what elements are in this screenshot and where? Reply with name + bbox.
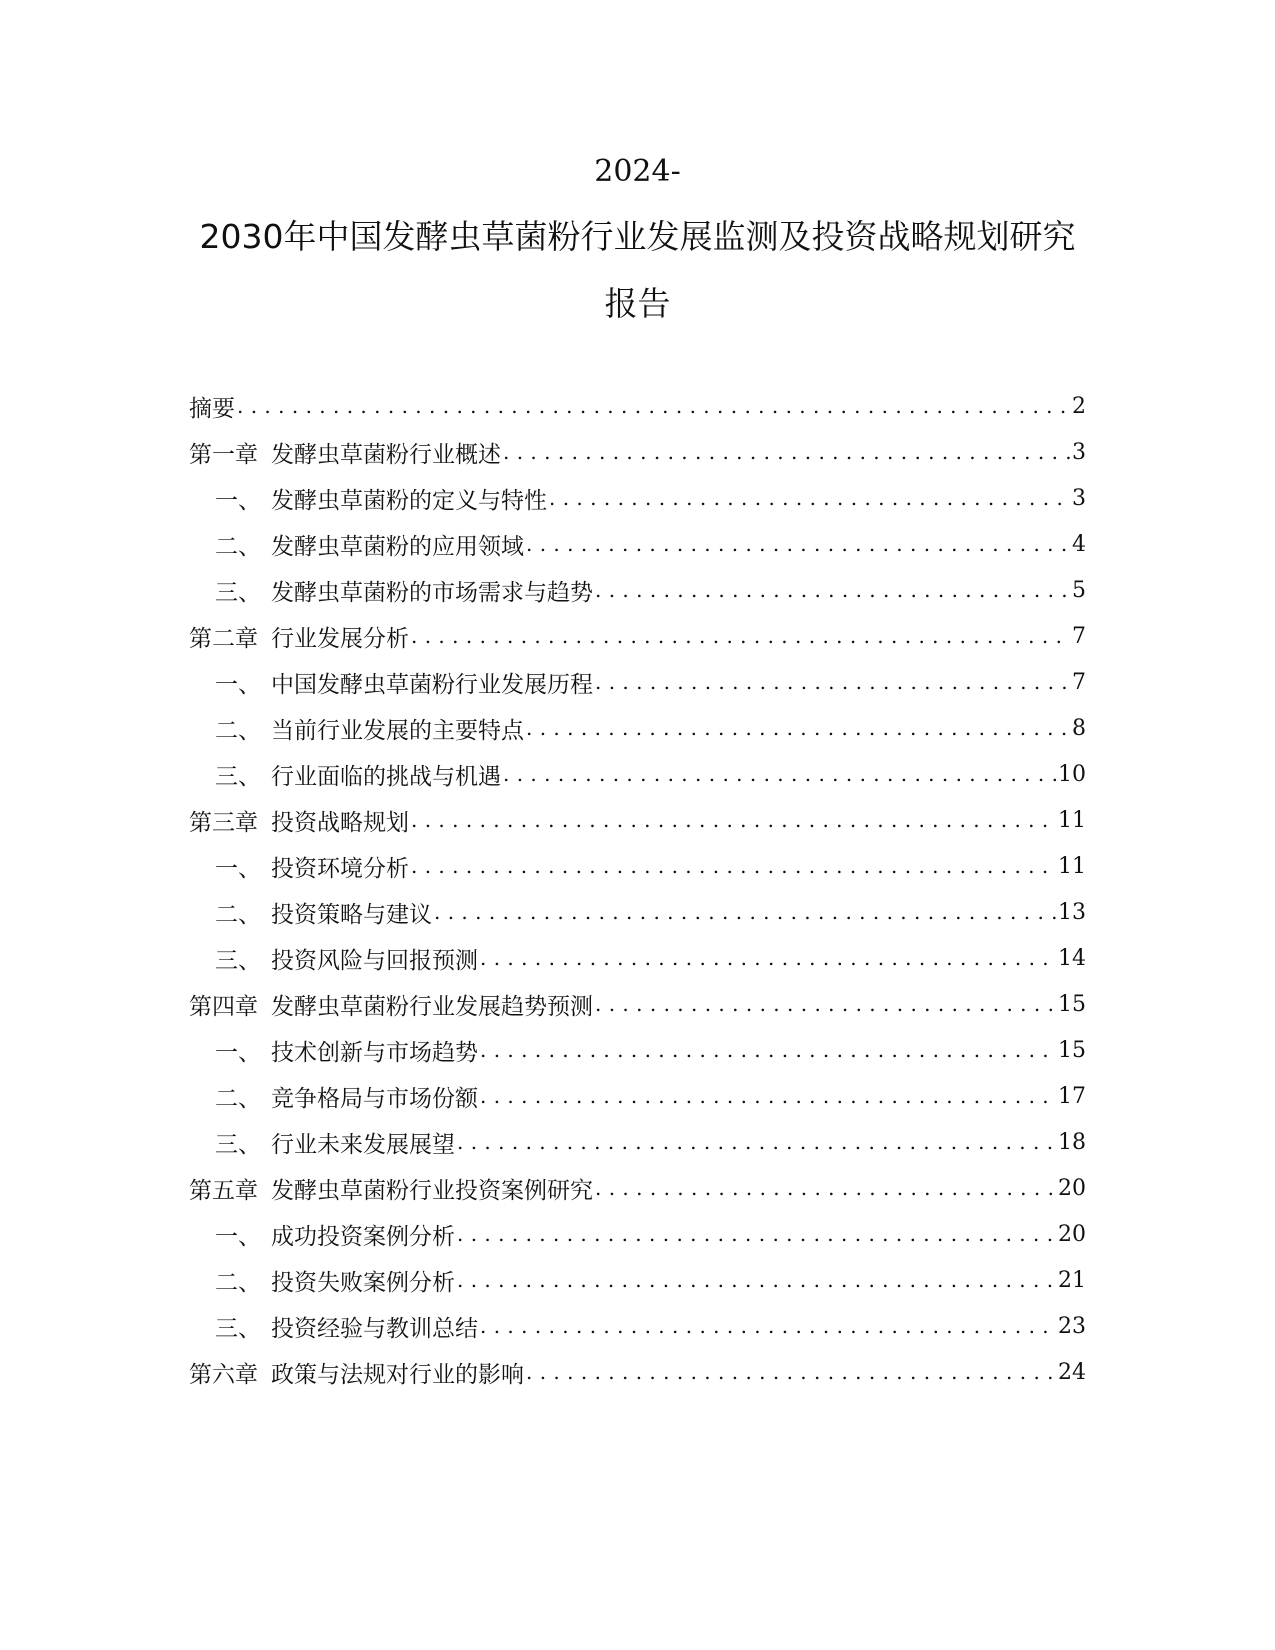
toc-entry-number: 第一章 bbox=[189, 441, 258, 468]
toc-section-entry[interactable] bbox=[189, 1119, 1086, 1165]
toc-entry-label: 发酵虫草菌粉行业概述 bbox=[271, 441, 501, 468]
toc-section-entry[interactable] bbox=[189, 1211, 1086, 1257]
dot-leader bbox=[595, 1165, 1056, 1211]
dot-leader bbox=[480, 935, 1056, 981]
toc-entry-number: 一、 bbox=[215, 487, 261, 514]
dot-leader bbox=[595, 981, 1056, 1027]
toc-entry-number: 一、 bbox=[215, 1039, 261, 1066]
toc-entry-page: 13 bbox=[1058, 899, 1086, 925]
toc-entry-page: 14 bbox=[1058, 945, 1086, 971]
toc-section-entry[interactable] bbox=[189, 751, 1086, 797]
toc-section-entry[interactable] bbox=[189, 889, 1086, 935]
toc-entry-label: 竞争格局与市场份额 bbox=[271, 1085, 478, 1112]
toc-entry-page: 24 bbox=[1058, 1359, 1086, 1385]
toc-section-entry[interactable] bbox=[189, 1257, 1086, 1303]
toc-entry-page: 3 bbox=[1072, 485, 1086, 511]
toc-section-entry[interactable] bbox=[189, 659, 1086, 705]
toc-entry-number: 二、 bbox=[215, 1085, 261, 1112]
toc-entry-label: 发酵虫草菌粉行业投资案例研究 bbox=[271, 1177, 593, 1204]
toc-entry-label: 发酵虫草菌粉的应用领域 bbox=[271, 533, 524, 560]
toc-entry-number: 第三章 bbox=[189, 809, 258, 836]
toc-entry-number: 第四章 bbox=[189, 993, 258, 1020]
toc-entry-label: 中国发酵虫草菌粉行业发展历程 bbox=[271, 671, 593, 698]
toc-entry-number: 二、 bbox=[215, 901, 261, 928]
dot-leader bbox=[457, 1119, 1056, 1165]
toc-entry-label: 投资策略与建议 bbox=[271, 901, 432, 928]
toc-entry[interactable] bbox=[189, 383, 1086, 429]
toc-entry-page: 17 bbox=[1058, 1083, 1086, 1109]
dot-leader bbox=[434, 889, 1056, 935]
toc-entry-page: 7 bbox=[1072, 669, 1086, 695]
title-line-3: 报告 bbox=[604, 284, 671, 323]
toc-entry-number: 一、 bbox=[215, 671, 261, 698]
toc-entry-label: 当前行业发展的主要特点 bbox=[271, 717, 524, 744]
dot-leader bbox=[480, 1073, 1056, 1119]
toc-entry-number: 第五章 bbox=[189, 1177, 258, 1204]
title-line-2: 2030年中国发酵虫草菌粉行业发展监测及投资战略规划研究 bbox=[199, 217, 1076, 256]
toc-entry-number: 三、 bbox=[215, 947, 261, 974]
dot-leader bbox=[457, 1211, 1056, 1257]
dot-leader bbox=[549, 475, 1070, 521]
toc-entry-page: 10 bbox=[1058, 761, 1086, 787]
toc-entry-page: 21 bbox=[1058, 1267, 1086, 1293]
toc-entry-page: 4 bbox=[1072, 531, 1086, 557]
toc-entry-number: 二、 bbox=[215, 1269, 261, 1296]
dot-leader bbox=[457, 1257, 1056, 1303]
toc-chapter-entry[interactable] bbox=[189, 797, 1086, 843]
toc-section-entry[interactable] bbox=[189, 705, 1086, 751]
toc-chapter-entry[interactable] bbox=[189, 613, 1086, 659]
dot-leader bbox=[526, 1349, 1056, 1395]
dot-leader bbox=[411, 797, 1056, 843]
dot-leader bbox=[237, 383, 1070, 429]
toc-section-entry[interactable] bbox=[189, 935, 1086, 981]
toc-entry-page: 2 bbox=[1072, 393, 1086, 419]
dot-leader bbox=[503, 751, 1056, 797]
toc-entry-page: 15 bbox=[1058, 991, 1086, 1017]
table-of-contents bbox=[189, 383, 1086, 1395]
toc-entry-number: 第二章 bbox=[189, 625, 258, 652]
toc-entry-number: 三、 bbox=[215, 763, 261, 790]
toc-entry-page: 15 bbox=[1058, 1037, 1086, 1063]
toc-section-entry[interactable] bbox=[189, 521, 1086, 567]
toc-entry-label: 投资经验与教训总结 bbox=[271, 1315, 478, 1342]
toc-entry-page: 5 bbox=[1072, 577, 1086, 603]
toc-entry-number: 二、 bbox=[215, 717, 261, 744]
toc-entry-label: 投资风险与回报预测 bbox=[271, 947, 478, 974]
toc-entry-page: 8 bbox=[1072, 715, 1086, 741]
toc-entry-label: 投资失败案例分析 bbox=[271, 1269, 455, 1296]
toc-section-entry[interactable] bbox=[189, 1303, 1086, 1349]
dot-leader bbox=[526, 705, 1070, 751]
toc-section-entry[interactable] bbox=[189, 567, 1086, 613]
toc-entry-number: 三、 bbox=[215, 1315, 261, 1342]
toc-chapter-entry[interactable] bbox=[189, 981, 1086, 1027]
dot-leader bbox=[503, 429, 1070, 475]
dot-leader bbox=[526, 521, 1070, 567]
toc-section-entry[interactable] bbox=[189, 475, 1086, 521]
toc-chapter-entry[interactable] bbox=[189, 429, 1086, 475]
toc-entry-page: 3 bbox=[1072, 439, 1086, 465]
toc-entry-label: 行业未来发展展望 bbox=[271, 1131, 455, 1158]
toc-entry-page: 18 bbox=[1058, 1129, 1086, 1155]
toc-section-entry[interactable] bbox=[189, 1073, 1086, 1119]
toc-entry-page: 11 bbox=[1058, 853, 1086, 879]
toc-entry-number: 一、 bbox=[215, 1223, 261, 1250]
toc-entry-label: 发酵虫草菌粉的市场需求与趋势 bbox=[271, 579, 593, 606]
dot-leader bbox=[480, 1303, 1056, 1349]
toc-entry-label: 行业面临的挑战与机遇 bbox=[271, 763, 501, 790]
toc-entry-number: 三、 bbox=[215, 1131, 261, 1158]
toc-section-entry[interactable] bbox=[189, 1027, 1086, 1073]
toc-chapter-entry[interactable] bbox=[189, 1349, 1086, 1395]
dot-leader bbox=[480, 1027, 1056, 1073]
toc-entry-label: 投资战略规划 bbox=[271, 809, 409, 836]
toc-entry-number: 三、 bbox=[215, 579, 261, 606]
toc-section-entry[interactable] bbox=[189, 843, 1086, 889]
toc-entry-number: 第六章 bbox=[189, 1361, 258, 1388]
toc-entry-page: 11 bbox=[1058, 807, 1086, 833]
toc-entry-label: 投资环境分析 bbox=[271, 855, 409, 882]
toc-entry-label: 行业发展分析 bbox=[271, 625, 409, 652]
toc-entry-label: 摘要 bbox=[189, 395, 235, 422]
dot-leader bbox=[595, 659, 1070, 705]
toc-entry-label: 技术创新与市场趋势 bbox=[271, 1039, 478, 1066]
dot-leader bbox=[595, 567, 1070, 613]
toc-entry-page: 20 bbox=[1058, 1221, 1086, 1247]
title-line-1: 2024- bbox=[594, 154, 681, 189]
dot-leader bbox=[411, 843, 1056, 889]
toc-entry-label: 发酵虫草菌粉的定义与特性 bbox=[271, 487, 547, 514]
toc-chapter-entry[interactable] bbox=[189, 1165, 1086, 1211]
toc-entry-number: 二、 bbox=[215, 533, 261, 560]
toc-entry-page: 7 bbox=[1072, 623, 1086, 649]
toc-entry-page: 20 bbox=[1058, 1175, 1086, 1201]
toc-entry-number: 一、 bbox=[215, 855, 261, 882]
dot-leader bbox=[411, 613, 1070, 659]
toc-entry-page: 23 bbox=[1058, 1313, 1086, 1339]
toc-entry-label: 发酵虫草菌粉行业发展趋势预测 bbox=[271, 993, 593, 1020]
toc-entry-label: 政策与法规对行业的影响 bbox=[271, 1361, 524, 1388]
toc-entry-label: 成功投资案例分析 bbox=[271, 1223, 455, 1250]
